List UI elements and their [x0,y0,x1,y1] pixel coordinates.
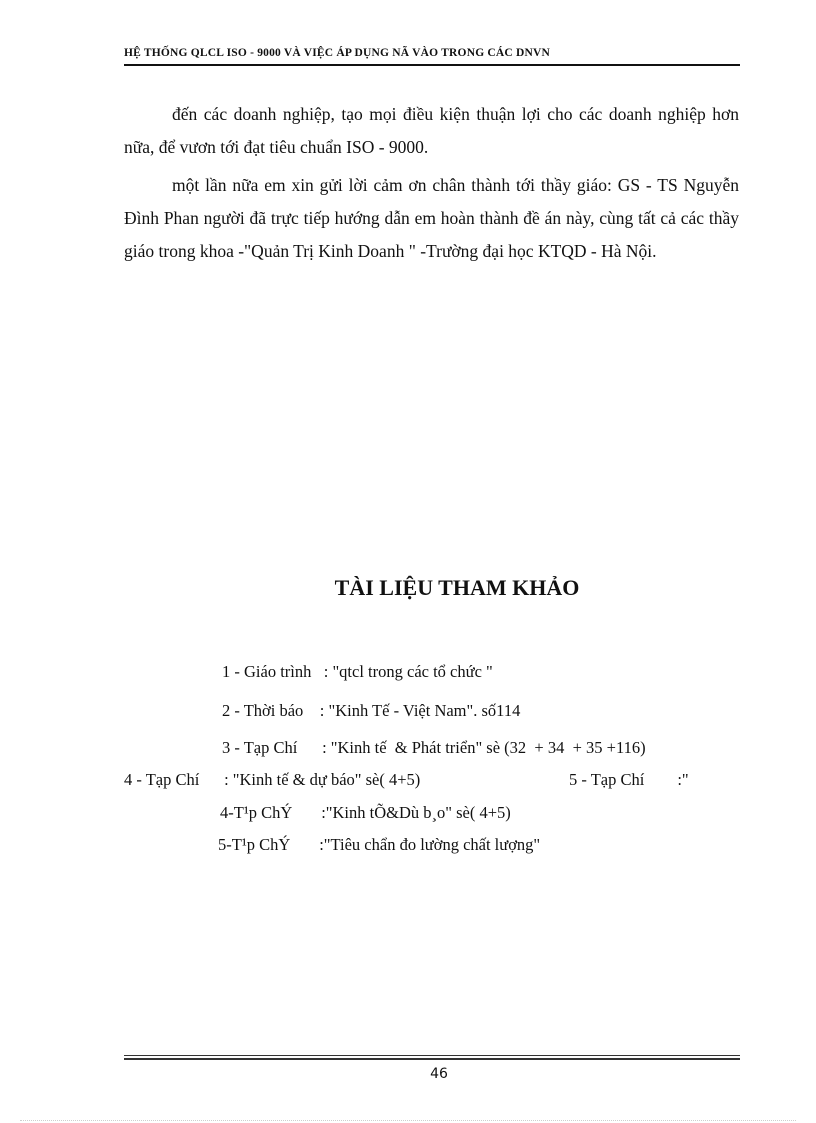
reference-item-5: 5 - Tạp Chí :" [569,770,689,789]
reference-item-7: 5-T¹p ChÝ :"Tiêu chẩn đo lường chất lượng" [218,835,541,854]
reference-item-3: 3 - Tạp Chí : "Kinh tế & Phát triển" sè (32 + 34 + 35 +116) [222,738,646,757]
running-header: HỆ THỐNG QLCL ISO - 9000 VÀ VIỆC ÁP DỤNG NÃ VÀO TRONG CÁC DNVN [124,47,551,59]
page-number: 46 [430,1066,448,1082]
body-paragraph-1: đến các doanh nghiệp, tạo mọi điều kiện thuận lợi cho các doanh nghiệp hơn nữa, để vươn tới đạt tiêu chuẩn ISO - 9000. [124,104,739,157]
footer-rule-top [124,1055,740,1056]
header-rule [124,64,740,66]
body-paragraph-2: một lần nữa em xin gửi lời cảm ơn chân thành tới thầy giáo: GS - TS Nguyễn Đình Phan người đã trực tiếp hướng dẫn em hoàn thành đề án này, cùng tất cả các thầy giáo trong khoa -"Quản Trị Kinh Doanh " -Trường đại học KTQD - Hà Nội. [124,175,739,261]
reference-item-1: 1 - Giáo trình : "qtcl trong các tổ chức " [222,662,493,681]
reference-item-6: 4-T¹p ChÝ :"Kinh tÕ&Dù b¸o" sè( 4+5) [220,803,511,822]
references-title: TÀI LIỆU THAM KHẢO [334,575,580,600]
reference-item-2: 2 - Thời báo : "Kinh Tế - Việt Nam". số114 [222,701,521,720]
reference-item-4: 4 - Tạp Chí : "Kinh tế & dự báo" sè( 4+5) [124,770,421,789]
page-edge-divider [20,1120,796,1121]
footer-rule-bottom [124,1058,740,1060]
